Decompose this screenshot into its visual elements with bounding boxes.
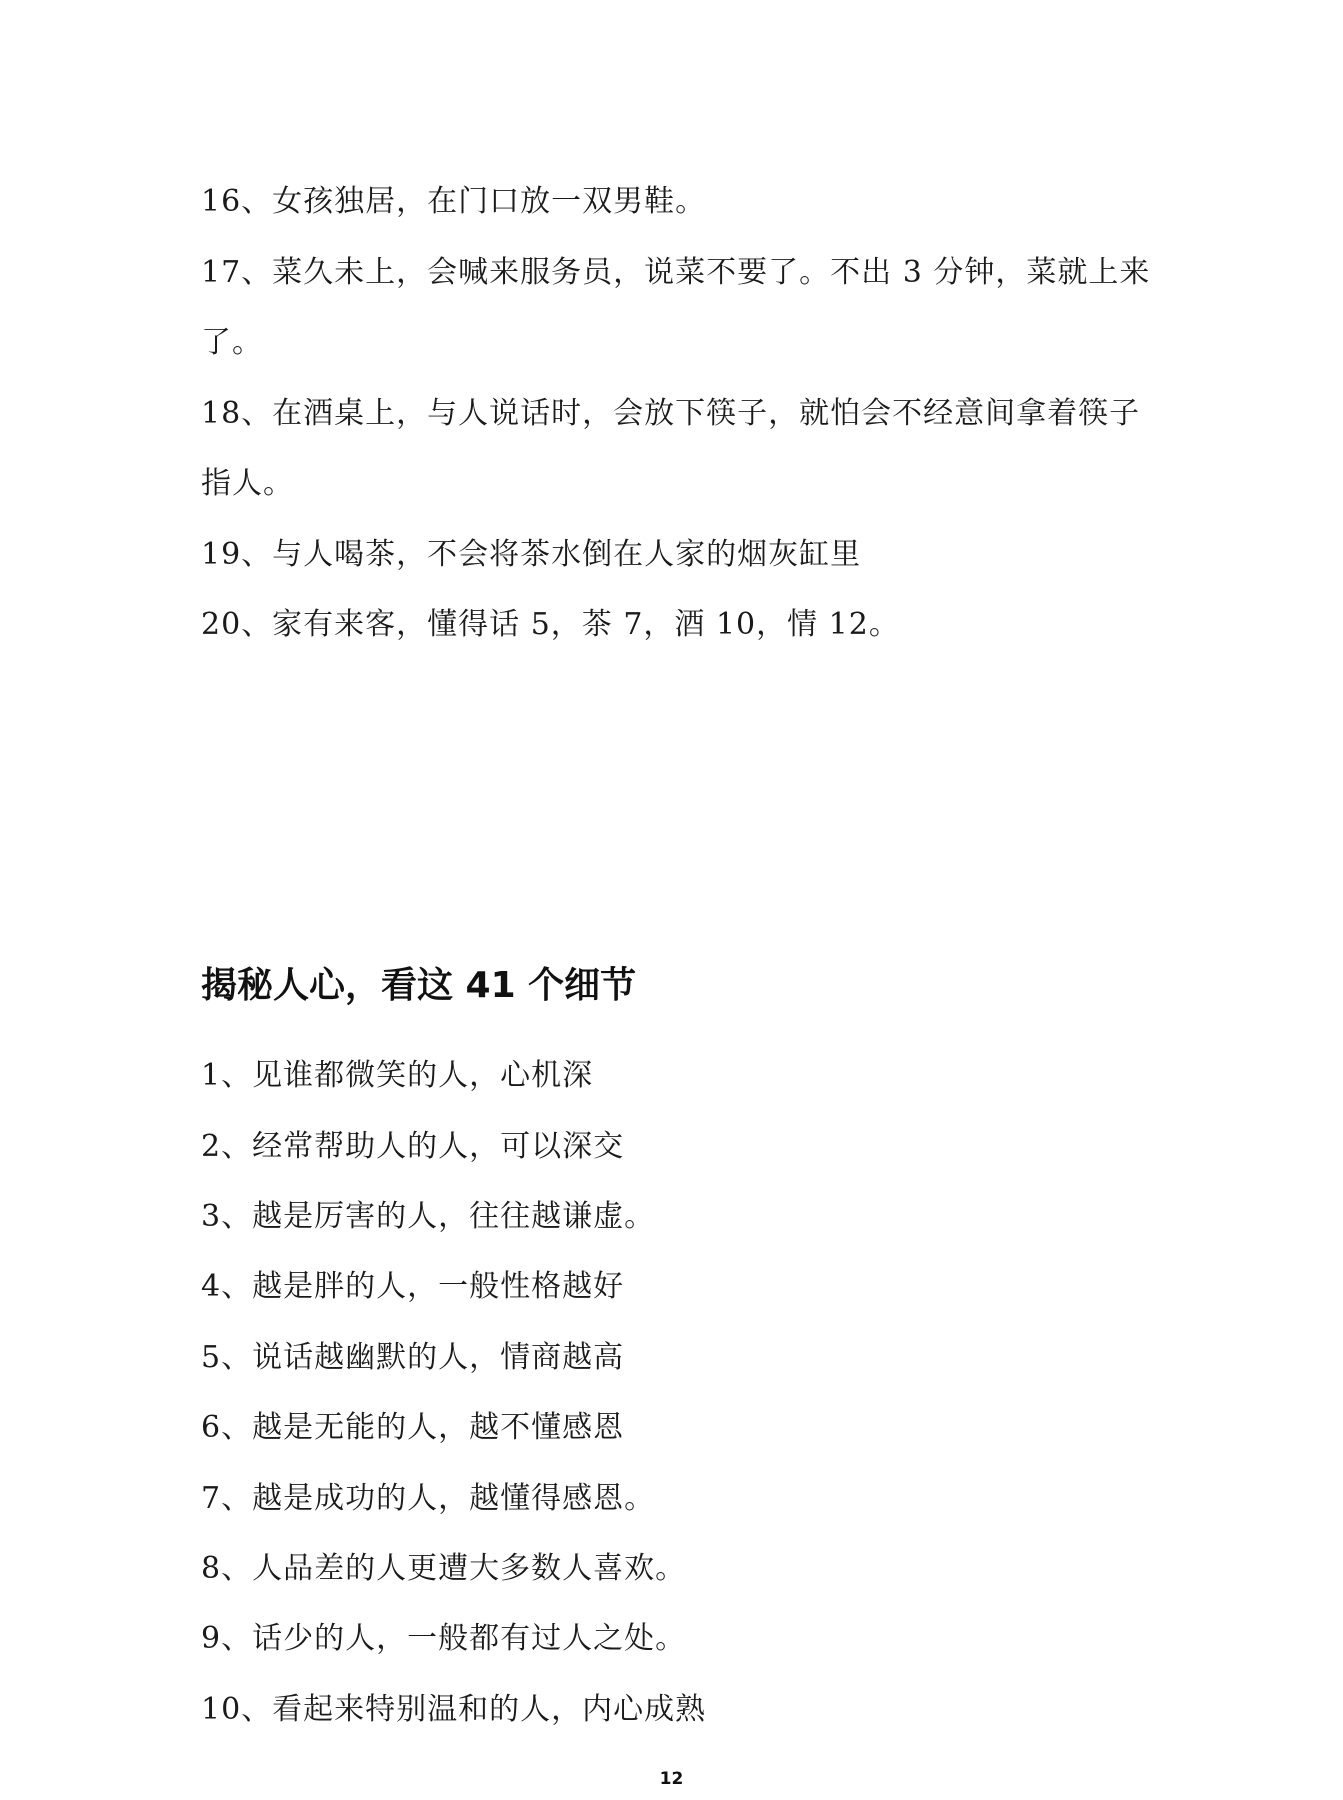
list-item-17: 17、菜久未上，会喊来服务员，说菜不要了。不出 3 分钟，菜就上来 (201, 255, 1151, 290)
list-item-17-continued: 了。 (201, 325, 263, 360)
list-item-18-continued: 指人。 (201, 466, 294, 501)
list-item-9: 9、话少的人，一般都有过人之处。 (201, 1621, 687, 1656)
list-item-8: 8、人品差的人更遭大多数人喜欢。 (201, 1551, 687, 1586)
list-item-20: 20、家有来客，懂得话 5，茶 7，酒 10，情 12。 (201, 607, 900, 642)
list-item-19: 19、与人喝茶，不会将茶水倒在人家的烟灰缸里 (201, 537, 862, 572)
list-item-7: 7、越是成功的人，越懂得感恩。 (201, 1481, 656, 1516)
list-item-6: 6、越是无能的人，越不懂感恩 (201, 1410, 625, 1445)
list-item-18: 18、在酒桌上，与人说话时，会放下筷子，就怕会不经意间拿着筷子 (201, 396, 1141, 431)
list-item-4: 4、越是胖的人，一般性格越好 (201, 1269, 625, 1304)
list-item-10: 10、看起来特别温和的人，内心成熟 (201, 1692, 707, 1727)
list-item-3: 3、越是厉害的人，往往越谦虚。 (201, 1199, 656, 1234)
list-item-2: 2、经常帮助人的人，可以深交 (201, 1129, 625, 1164)
page-number: 12 (659, 1769, 684, 1789)
section-heading: 揭秘人心，看这 41 个细节 (201, 965, 637, 1006)
list-item-5: 5、说话越幽默的人，情商越高 (201, 1340, 625, 1375)
list-item-16: 16、女孩独居，在门口放一双男鞋。 (201, 184, 707, 219)
list-item-1: 1、见谁都微笑的人，心机深 (201, 1058, 594, 1093)
